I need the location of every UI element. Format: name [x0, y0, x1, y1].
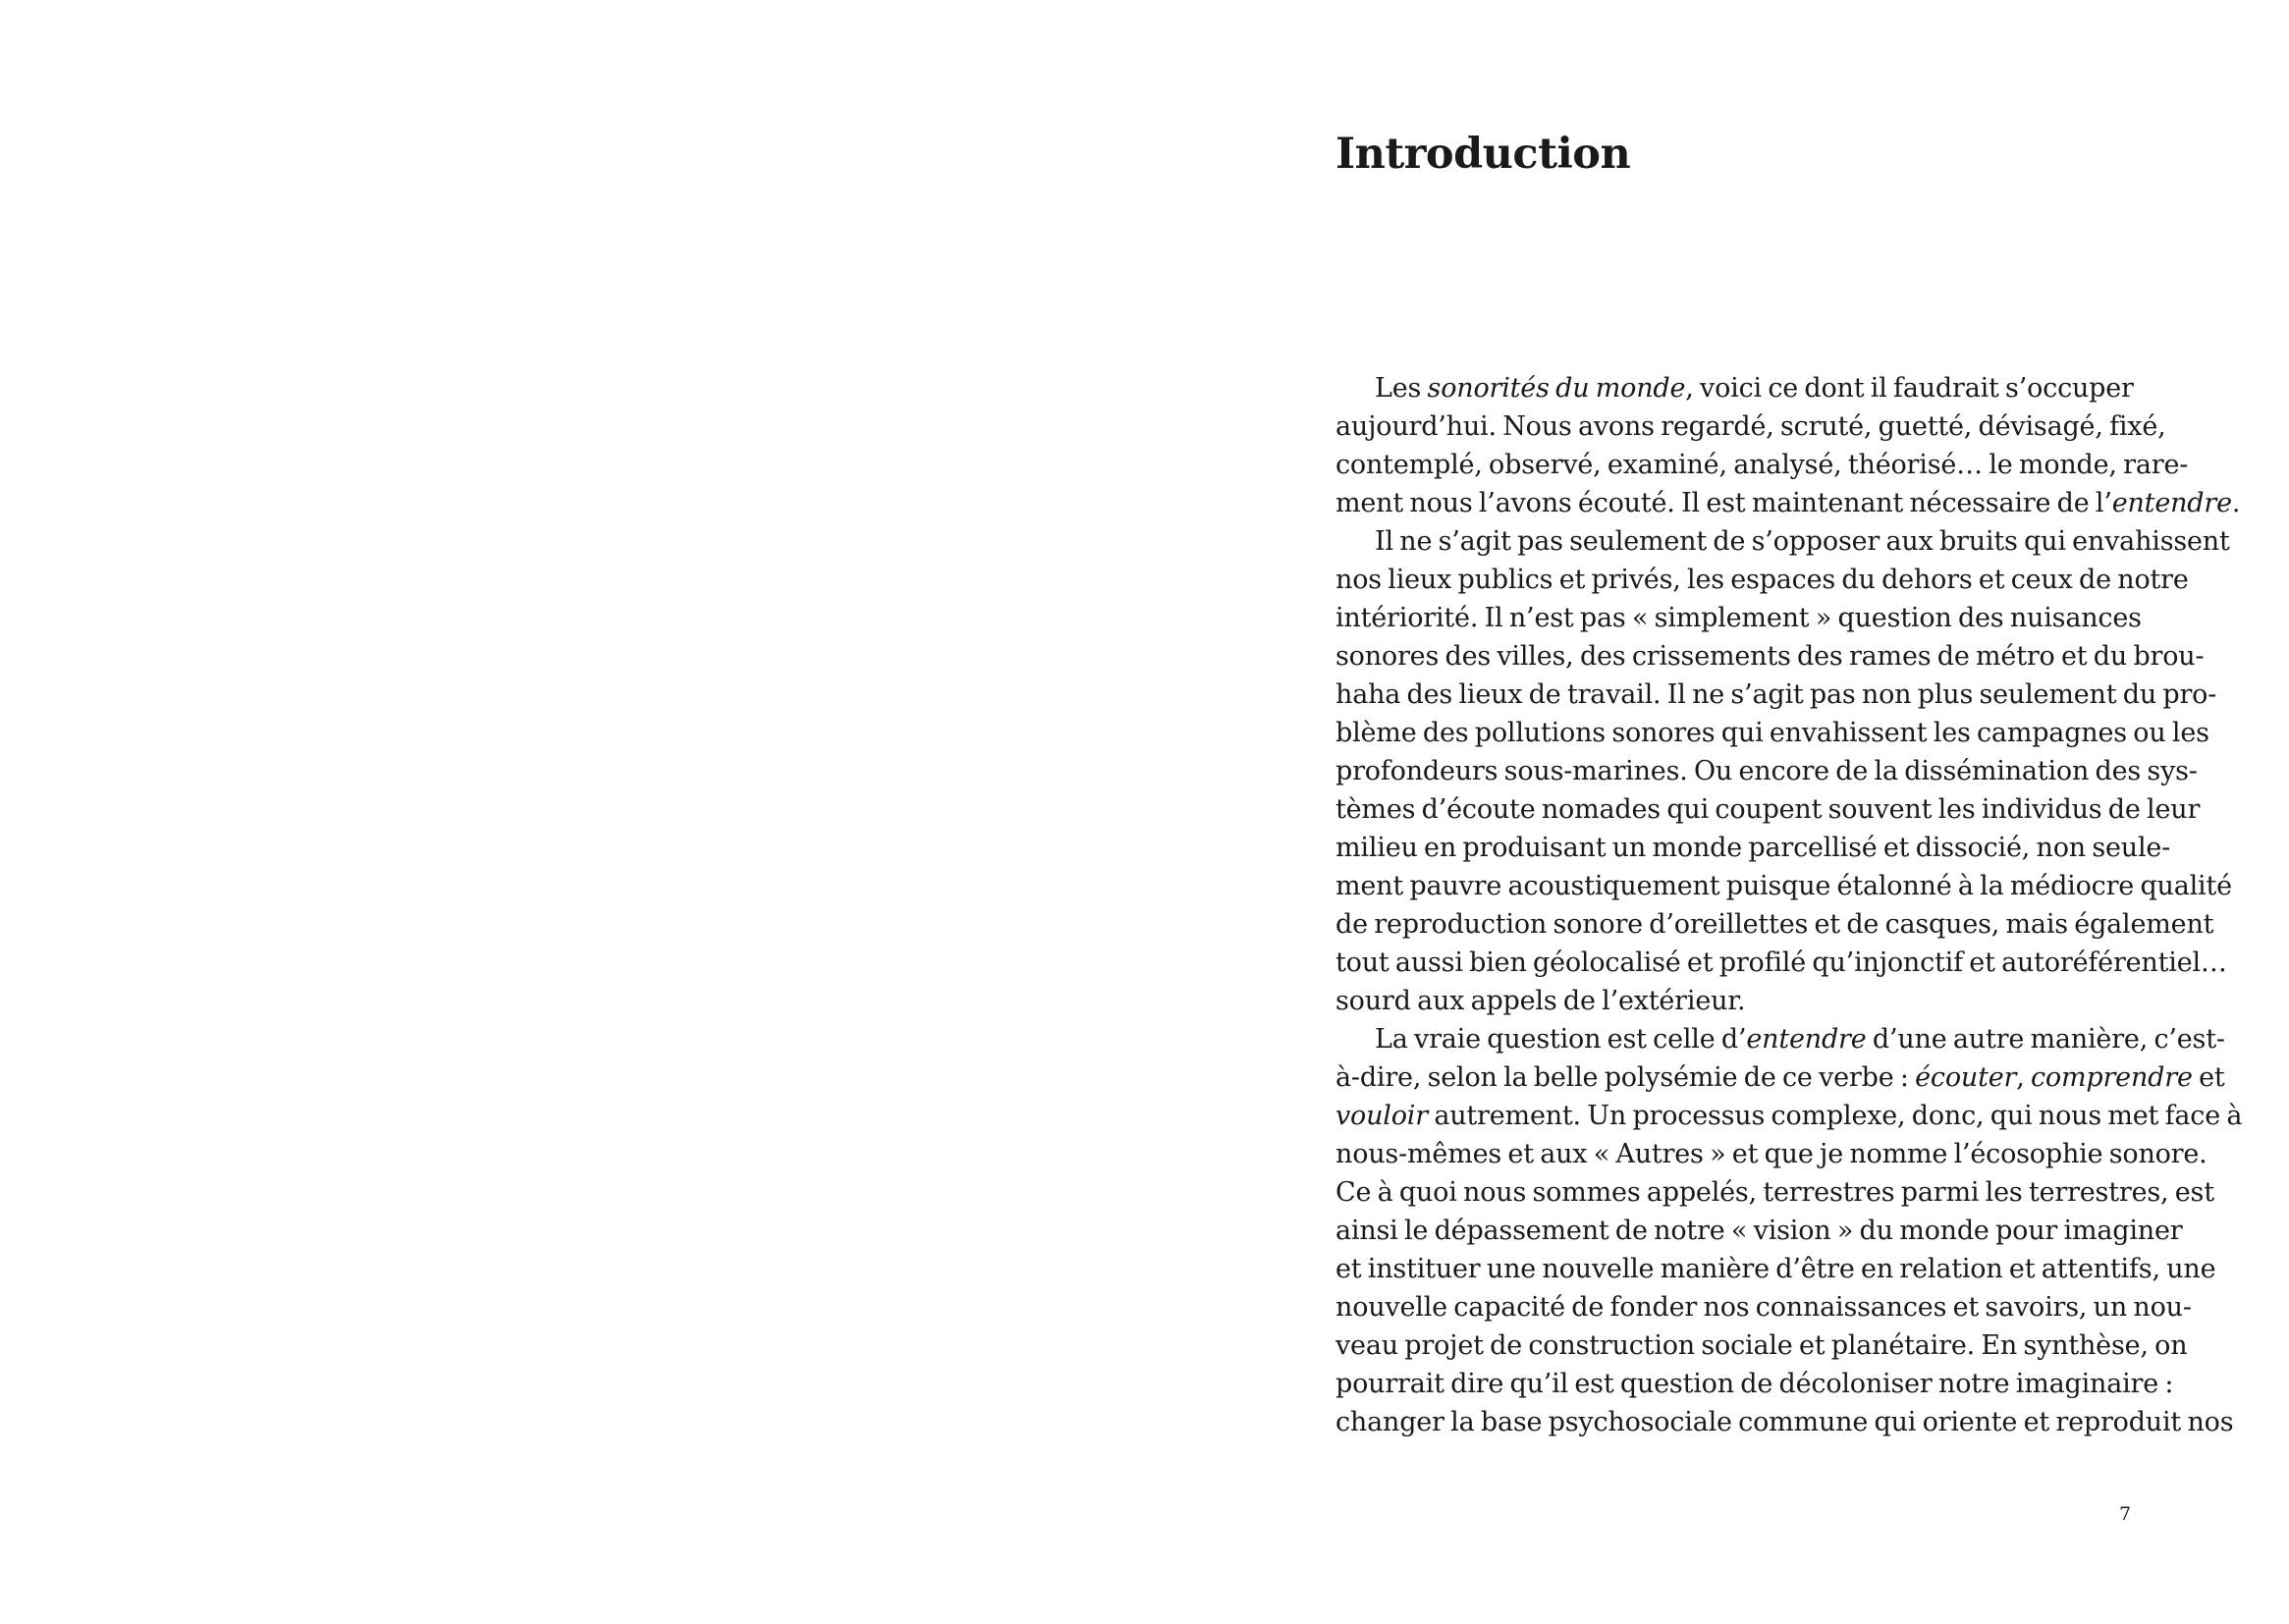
text-line: [1335, 1403, 2234, 1441]
text-line: [1335, 1365, 2174, 1403]
text-span: pourrait dire qu’il est question de décoloniser notre imaginaire :: [1335, 1369, 2174, 1399]
text-span: Il ne s’agit pas seulement de s’opposer aux bruits qui envahissent: [1375, 526, 2230, 557]
text-span: profondeurs sous-marines. Ou encore de la dissémination des sys-: [1335, 756, 2198, 786]
text-span: sourd aux appels de l’extérieur.: [1335, 986, 1746, 1016]
text-line: [1335, 1326, 2188, 1365]
book-page: [1141, 0, 2289, 1624]
text-line: [1335, 1212, 2183, 1250]
text-line: [1335, 1135, 2207, 1173]
text-line: [1335, 714, 2209, 752]
text-line: [1335, 982, 2133, 1020]
italic-text: écouter: [1915, 1062, 2017, 1093]
text-span: nouvelle capacité de fonder nos connaissances et savoirs, un nou-: [1335, 1292, 2192, 1323]
text-line: [1335, 522, 2230, 561]
italic-text: vouloir: [1335, 1101, 1428, 1131]
text-line: [1335, 561, 2189, 599]
text-span: .: [2231, 488, 2241, 518]
text-span: aujourd’hui. Nous avons regardé, scruté, guetté, dévisagé, fixé,: [1335, 411, 2166, 442]
text-span: et: [2192, 1062, 2225, 1093]
text-line: [1335, 637, 2205, 676]
italic-text: entendre: [1746, 1024, 1867, 1055]
text-line: [1335, 1020, 2225, 1058]
text-span: contemplé, observé, examiné, analysé, théorisé… le monde, rare-: [1335, 450, 2189, 480]
text-span: Les: [1375, 373, 1428, 404]
text-span: haha des lieux de travail. Il ne s’agit pas non plus seulement du pro-: [1335, 679, 2217, 710]
text-span: La vraie question est celle d’: [1375, 1024, 1747, 1055]
text-line: [1335, 369, 2133, 407]
text-line: [1335, 676, 2217, 714]
text-line: [1335, 944, 2227, 982]
text-line: [1335, 1058, 2225, 1097]
text-span: intériorité. Il n’est pas « simplement » question des nuisances: [1335, 603, 2142, 633]
italic-text: entendre: [2111, 488, 2232, 518]
text-span: tout aussi bien géolocalisé et profilé qu’injonctif et autoréférentiel…: [1335, 947, 2227, 978]
text-span: , voici ce dont il faudrait s’occuper: [1685, 373, 2134, 404]
text-line: [1335, 790, 2201, 829]
text-span: veau projet de construction sociale et planétaire. En synthèse, on: [1335, 1330, 2188, 1361]
text-span: à-dire, selon la belle polysémie de ce verbe :: [1335, 1062, 1916, 1093]
italic-text: sonorités du monde: [1427, 373, 1686, 404]
text-line: [1335, 1288, 2192, 1326]
text-line: [1335, 484, 2241, 522]
text-span: et instituer une nouvelle manière d’être en relation et attentifs, une: [1335, 1254, 2216, 1284]
text-line: [1335, 905, 2214, 944]
text-line: [1335, 867, 2232, 905]
text-line: [1335, 1097, 2243, 1135]
text-span: ment nous l’avons écouté. Il est maintenant nécessaire de l’: [1335, 488, 2112, 518]
text-line: [1335, 446, 2189, 484]
text-line: [1335, 1250, 2216, 1288]
text-span: milieu en produisant un monde parcellisé et dissocié, non seule-: [1335, 833, 2171, 863]
text-span: sonores des villes, des crissements des rames de métro et du brou-: [1335, 641, 2205, 672]
body-text: [1335, 369, 2243, 1441]
chapter-title: Introduction: [1335, 130, 1631, 179]
text-line: [1335, 829, 2171, 867]
text-line: [1335, 407, 2166, 446]
text-span: blème des pollutions sonores qui envahissent les campagnes ou les: [1335, 718, 2209, 748]
text-span: ment pauvre acoustiquement puisque étalonné à la médiocre qualité: [1335, 871, 2232, 901]
text-span: de reproduction sonore d’oreillettes et de casques, mais également: [1335, 909, 2214, 940]
text-span: ,: [2016, 1062, 2032, 1093]
text-line: [1335, 599, 2142, 637]
text-span: autrement. Un processus complexe, donc, qui nous met face à: [1427, 1101, 2243, 1131]
text-span: ainsi le dépassement de notre « vision » du monde pour imaginer: [1335, 1216, 2183, 1246]
text-span: d’une autre manière, c’est-: [1866, 1024, 2225, 1055]
text-span: Ce à quoi nous sommes appelés, terrestres parmi les terrestres, est: [1335, 1177, 2214, 1208]
text-span: nous-mêmes et aux « Autres » et que je nomme l’écosophie sonore.: [1335, 1139, 2207, 1169]
text-span: nos lieux publics et privés, les espaces du dehors et ceux de notre: [1335, 565, 2189, 595]
page-number: 7: [2119, 1503, 2132, 1525]
italic-text: comprendre: [2031, 1062, 2193, 1093]
text-span: tèmes d’écoute nomades qui coupent souvent les individus de leur: [1335, 794, 2201, 825]
text-line: [1335, 752, 2198, 790]
text-line: [1335, 1173, 2214, 1212]
text-span: changer la base psychosociale commune qui oriente et reproduit nos: [1335, 1407, 2234, 1437]
